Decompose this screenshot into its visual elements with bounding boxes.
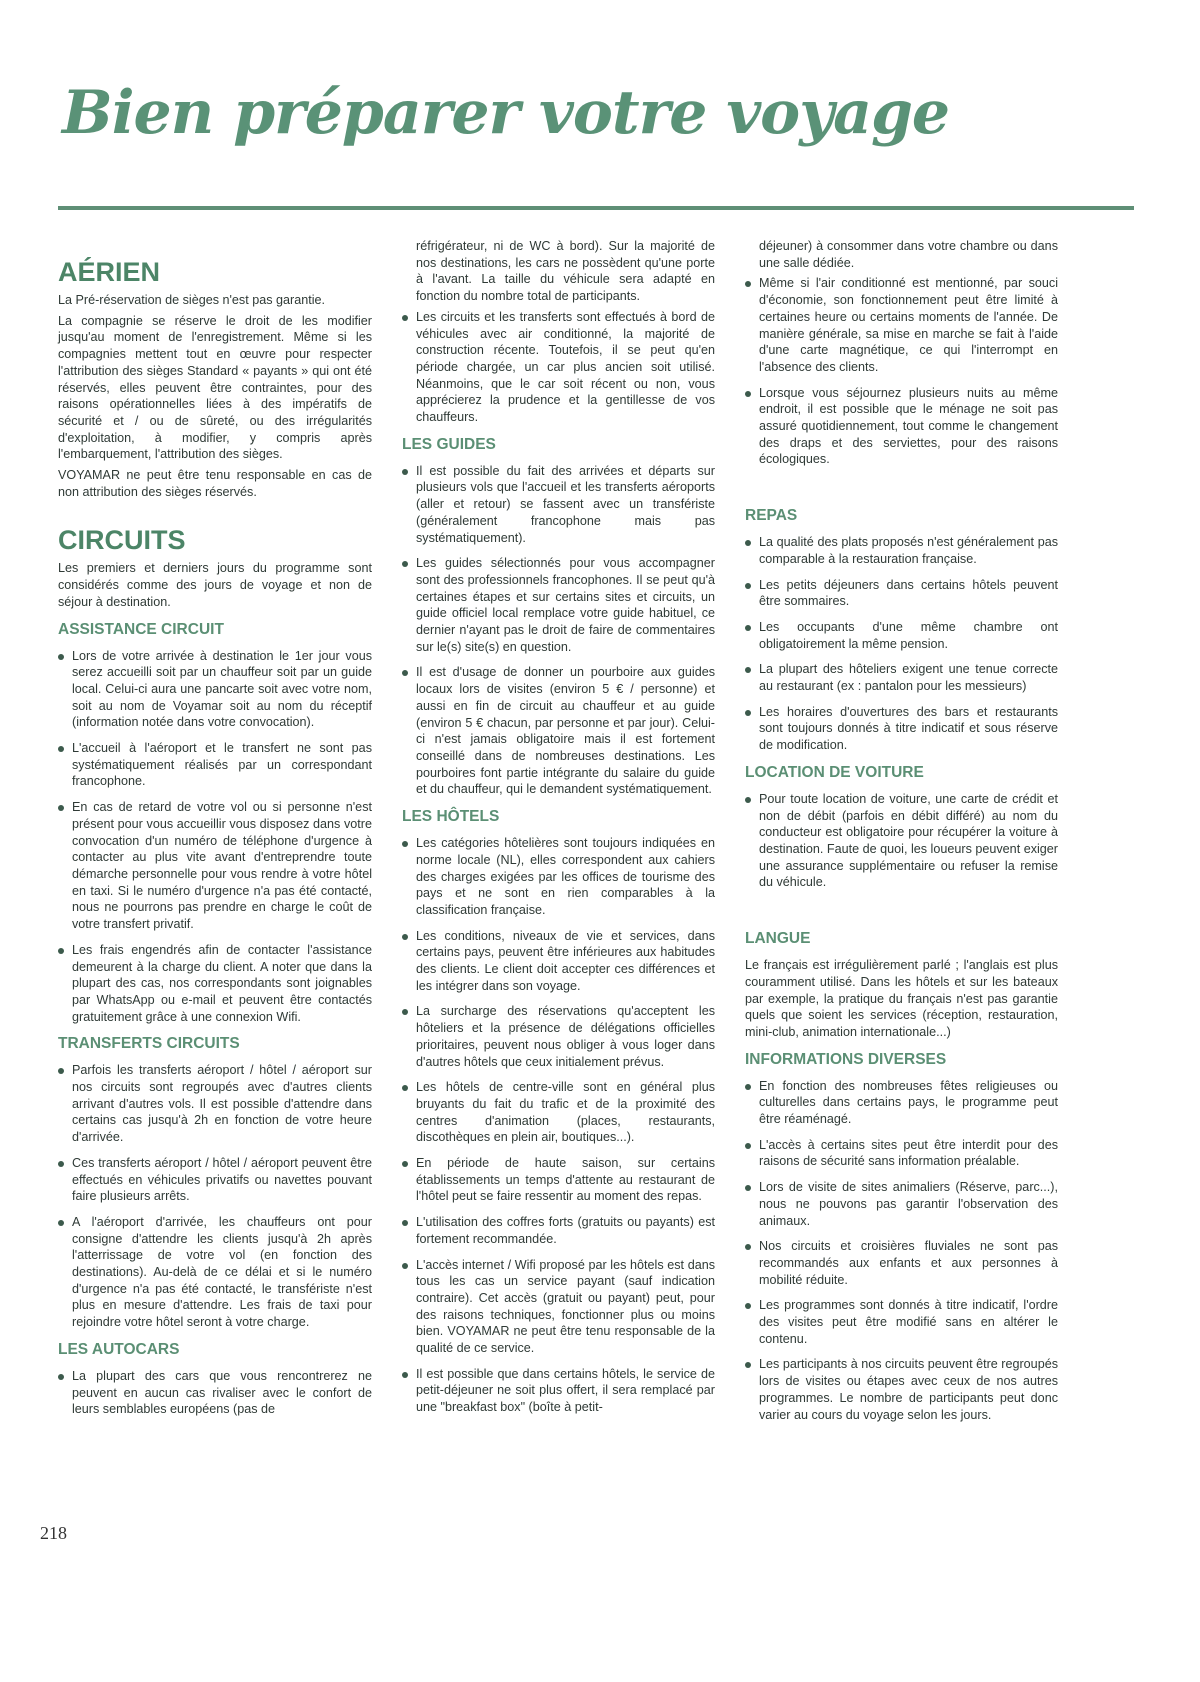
page-number: 218 xyxy=(40,1523,67,1543)
subsection-heading: INFORMATIONS DIVERSES xyxy=(745,1050,947,1068)
paragraph: Les premiers et derniers jours du programme sont considérés comme des jours de voyage et non de séjour à destination. xyxy=(58,561,372,609)
column-2 xyxy=(402,238,715,1425)
subsection-heading: TRANSFERTS CIRCUITS xyxy=(58,1035,240,1053)
subsection-heading: ASSISTANCE CIRCUIT xyxy=(58,620,224,638)
bullet-item: Parfois les transferts aéroport / hôtel / aéroport sur nos circuits sont regroupés avec d'autres clients arrivant d'autres vols. Il est possible d'attendre dans certains cas jusqu'à 2h en fonction de votre heure d'arrivée. xyxy=(58,1062,372,1146)
bullet-item: En période de haute saison, sur certains établissements un temps d'attente au restaurant de l'hôtel peut se faire ressentir au moment des repas. xyxy=(402,1155,715,1205)
bullet-item: Lorsque vous séjournez plusieurs nuits au même endroit, il est possible que le ménage ne soit pas assuré quotidiennement, tout comme le changement des draps et des serviettes, pour des raisons écologiques. xyxy=(745,385,1058,469)
column-3 xyxy=(745,238,1058,1432)
bullet-item: Il est possible que dans certains hôtels, le service de petit-déjeuner ne soit plus offert, il sera remplacé par une "breakfast box" (boîte à petit- xyxy=(402,1366,715,1416)
bullet-item: La qualité des plats proposés n'est généralement pas comparable à la restauration française. xyxy=(745,534,1058,567)
paragraph: VOYAMAR ne peut être tenu responsable en cas de non attribution des sièges réservés. xyxy=(58,468,372,499)
bullet-item: Les conditions, niveaux de vie et services, dans certains pays, peuvent être inférieures aux habitudes des clients. Le client doit accepter ces différences et les intégrer dans son voyage. xyxy=(402,928,715,995)
subsection-heading: REPAS xyxy=(745,507,798,525)
bullet-item: L'utilisation des coffres forts (gratuits ou payants) est fortement recommandée. xyxy=(402,1214,715,1247)
paragraph: réfrigérateur, ni de WC à bord). Sur la majorité de nos destinations, les cars ne possèdent qu'une porte à l'avant. La taille du véhicule sera adapté en fonction du nombre total de participants. xyxy=(416,239,715,304)
subsection-heading: LES HÔTELS xyxy=(402,808,500,826)
paragraph: Le français est irrégulièrement parlé ; l'anglais est plus couramment utilisé. Dans les hôtels et sur les bateaux par exemple, la pratique du français n'est pas garantie quels que soient les services (réception, restauration, mini-club, animation internationale...) xyxy=(745,958,1058,1039)
bullet-item: Les occupants d'une même chambre ont obligatoirement la même pension. xyxy=(745,619,1058,652)
bullet-item: En fonction des nombreuses fêtes religieuses ou culturelles dans certains pays, le programme peut être réaménagé. xyxy=(745,1078,1058,1128)
bullet-item: Même si l'air conditionné est mentionné, par souci d'économie, son fonctionnement peut être limité à certaines heure ou certains moments de l'année. De manière générale, sa mise en marche se fait à l'aide d'une carte magnétique, ce qui l'interrompt en l'absence des clients. xyxy=(745,275,1058,375)
section-heading: CIRCUITS xyxy=(58,525,186,556)
bullet-item: Les programmes sont donnés à titre indicatif, l'ordre des visites peut être modifié sans en altérer le contenu. xyxy=(745,1297,1058,1347)
bullet-item: Les participants à nos circuits peuvent être regroupés lors de visites ou étapes avec ceux de nos autres programmes. Le nombre de participants peut donc varier au cours du voyage selon les jours. xyxy=(745,1356,1058,1423)
bullet-item: Les circuits et les transferts sont effectués à bord de véhicules avec air conditionné, la majorité de construction récente. Toutefois, il se peut qu'en période chargée, un car plus ancien soit utilisé. Néanmoins, que le car soit récent ou non, vous apprécierez la prudence et la gentillesse de vos chauffeurs. xyxy=(402,309,715,426)
bullet-item: Pour toute location de voiture, une carte de crédit et non de débit (parfois en débit différé) au nom du conducteur est obligatoire pour récupérer la voiture à destination. Faute de quoi, les loueurs peuvent exiger une assurance supplémentaire ou refuser la remise du véhicule. xyxy=(745,791,1058,891)
bullet-item: Les hôtels de centre-ville sont en général plus bruyants du fait du trafic et de la proximité des centres d'animation (places, restaurants, discothèques en plein air, boutiques...). xyxy=(402,1079,715,1146)
bullet-item: Les horaires d'ouvertures des bars et restaurants sont toujours donnés à titre indicatif et sous réserve de modification. xyxy=(745,704,1058,754)
bullet-item: A l'aéroport d'arrivée, les chauffeurs ont pour consigne d'attendre les clients jusqu'à 2h après l'atterrissage de votre vol (en fonction des destinations). Au-delà de ce délai et si le numéro d'urgence n'a pas été contacté, le transfériste n'est plus en mesure d'attendre. Les frais de taxi pour rejoindre votre hôtel seront à votre charge. xyxy=(58,1214,372,1331)
column-1 xyxy=(58,256,372,1427)
bullet-item: Les frais engendrés afin de contacter l'assistance demeurent à la charge du client. A noter que dans la plupart des cas, nos correspondants sont joignables par WhatsApp ou e-mail et peuvent être contactés gratuitement grâce à une connexion Wifi. xyxy=(58,942,372,1026)
page-title: Bien préparer votre voyage xyxy=(62,78,950,148)
bullet-item: Les petits déjeuners dans certains hôtels peuvent être sommaires. xyxy=(745,577,1058,610)
spacer xyxy=(745,900,1058,920)
paragraph: La compagnie se réserve le droit de les modifier jusqu'au moment de l'enregistrement. Même si les compagnies mettent tout en œuvre pour respecter l'attribution des sièges Standard « payants » qui ont été réservés, elles peuvent être contraintes, pour des raisons opérationnelles liées à des impératifs de sécurité et / ou de sûreté, ou des irrégularités d'exploitation, à modifier, y compris après l'embarquement, l'attribution des sièges. xyxy=(58,313,372,462)
bullet-item: Il est possible du fait des arrivées et départs sur plusieurs vols que l'accueil et les transferts aéroports (aller et retour) se fassent avec un transfériste (généralement francophone mais pas systématiquement). xyxy=(402,463,715,547)
subsection-heading: LANGUE xyxy=(745,930,811,948)
paragraph: déjeuner) à consommer dans votre chambre ou dans une salle dédiée. xyxy=(759,239,1058,270)
bullet-item: En cas de retard de votre vol ou si personne n'est présent pour vous accueillir vous disposez dans votre convocation d'un numéro de téléphone d'urgence à contacter au plus vite avant d'entreprendre toute démarche personnelle pour vous rendre à votre hôtel en taxi. Si le numéro d'urgence n'a pas été contacté, nous ne pourrons pas prendre en charge le coût de votre transfert privatif. xyxy=(58,799,372,933)
bullet-item: La plupart des hôteliers exigent une tenue correcte au restaurant (ex : pantalon pour les messieurs) xyxy=(745,661,1058,694)
title-divider xyxy=(58,206,1134,210)
bullet-item: L'accueil à l'aéroport et le transfert ne sont pas systématiquement réalisés par un correspondant francophone. xyxy=(58,740,372,790)
section-heading: AÉRIEN xyxy=(58,257,161,287)
paragraph: La Pré-réservation de sièges n'est pas garantie. xyxy=(58,293,326,307)
subsection-heading: LOCATION DE VOITURE xyxy=(745,763,924,781)
bullet-item: Les guides sélectionnés pour vous accompagner sont des professionnels francophones. Il se peut qu'à certaines étapes et sur certains sites et circuits, un guide officiel local remplace votre guide habituel, ce dernier n'ayant pas le droit de faire de commentaires sur le(s) site(s) en question. xyxy=(402,555,715,655)
bullet-item: Les catégories hôtelières sont toujours indiquées en norme locale (NL), elles correspondent aux cahiers des charges exigées par les offices de tourisme des pays et ne sont en rien comparables à la classification française. xyxy=(402,835,715,919)
bullet-item: La surcharge des réservations qu'acceptent les hôteliers et la présence de délégations officielles prioritaires, peuvent nous obliger à vous loger dans d'autres hôtels que ceux initialement prévus. xyxy=(402,1003,715,1070)
bullet-item: Lors de votre arrivée à destination le 1er jour vous serez accueilli soit par un chauffeur soit par un guide local. Celui-ci aura une pancarte soit avec votre nom, soit au nom de Voyamar soit au nom du réceptif (information notée dans votre convocation). xyxy=(58,648,372,732)
bullet-item: La plupart des cars que vous rencontrerez ne peuvent en aucun cas rivaliser avec le confort de leurs semblables européens (pas de xyxy=(58,1368,372,1418)
bullet-item: Lors de visite de sites animaliers (Réserve, parc...), nous ne pouvons pas garantir l'observation des animaux. xyxy=(745,1179,1058,1229)
bullet-item: Nos circuits et croisières fluviales ne sont pas recommandés aux enfants et aux personnes à mobilité réduite. xyxy=(745,1238,1058,1288)
bullet-item: L'accès internet / Wifi proposé par les hôtels est dans tous les cas un service payant (sauf indication contraire). Cet accès (gratuit ou payant) peut, pour des raisons techniques, fonctionner plus ou moins bien. VOYAMAR ne peut être tenu responsable de la qualité de ce service. xyxy=(402,1257,715,1357)
bullet-item: Il est d'usage de donner un pourboire aux guides locaux lors de visites (environ 5 € / personne) et aussi en fin de circuit au chauffeur et au guide (environ 5 € chacun, par personne et par jour). Celui-ci n'est jamais obligatoire mais il est fortement conseillé dans de nombreuses destinations. Les pourboires font partie intégrante du salaire du guide et du chauffeur, qui le demandent systématiquement. xyxy=(402,664,715,798)
spacer xyxy=(58,504,372,524)
subsection-heading: LES GUIDES xyxy=(402,435,496,453)
bullet-item: Ces transferts aéroport / hôtel / aéroport peuvent être effectués en véhicules privatifs ou navettes pouvant faire plusieurs arrêts. xyxy=(58,1155,372,1205)
subsection-heading: LES AUTOCARS xyxy=(58,1340,180,1358)
bullet-item: L'accès à certains sites peut être interdit pour des raisons de sécurité sans information préalable. xyxy=(745,1137,1058,1170)
spacer xyxy=(745,477,1058,497)
